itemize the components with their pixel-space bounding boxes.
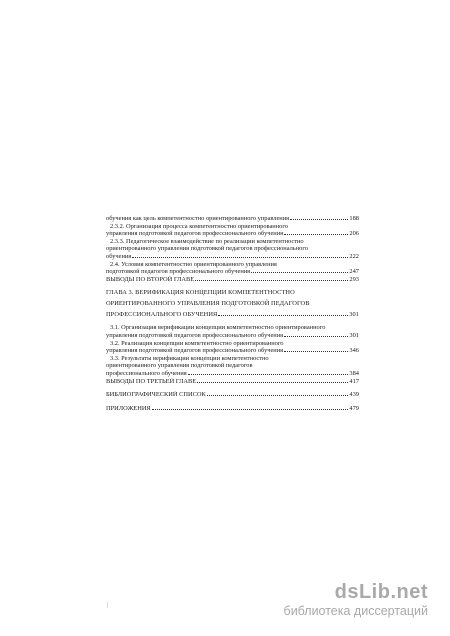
toc-line (106, 309, 359, 320)
toc-entry-title: ГЛАВА 3. ВЕРИФИКАЦИЯ КОНЦЕПЦИИ КОМПЕТЕНТНОСТНО (106, 289, 295, 297)
toc-line (106, 276, 359, 284)
dot-leader (284, 336, 348, 337)
toc-entry (106, 355, 359, 378)
toc-page-number: 417 (349, 377, 359, 385)
dot-leader (207, 395, 349, 396)
toc-entry-title: ориентированного управления подготовкой педагогов (106, 362, 253, 370)
dot-leader (195, 280, 348, 281)
toc-page-number: 206 (349, 230, 359, 238)
toc-entry-title: подготовкой педагогов профессионального обучения (106, 268, 251, 276)
toc-line (106, 253, 359, 261)
toc-entry-title: управления подготовкой педагогов профессионального обучения (106, 230, 284, 238)
toc-entry (106, 215, 359, 223)
toc-entry-title: управления подготовкой педагогов профессионального обучения (106, 331, 284, 339)
toc-line (106, 378, 359, 386)
toc-entry (106, 340, 359, 355)
toc-entry (106, 261, 359, 276)
toc-entry (106, 324, 359, 339)
toc-chapter-heading (106, 287, 359, 320)
toc-entry-title: 3.2. Реализация концепции компетентностно ориентированного (110, 339, 284, 347)
dot-leader (284, 234, 348, 235)
toc-line (106, 215, 359, 223)
toc-entry-title: профессионального обучения (106, 369, 187, 377)
toc-page-number: 247 (349, 268, 359, 276)
dot-leader (251, 272, 348, 273)
dot-leader (152, 409, 349, 410)
toc-page-number: 301 (349, 311, 359, 319)
toc-line (106, 230, 359, 238)
toc-page-number: 222 (349, 252, 359, 260)
scan-mark (107, 602, 108, 608)
toc-entry-title: ПРОФЕССИОНАЛЬНОГО ОБУЧЕНИЯ (106, 311, 218, 319)
toc-entry-title: ориентированного управления подготовкой педагогов профессионального (106, 245, 308, 253)
toc-entry-title: 2.4. Условия компетентностно ориентированного управления (110, 260, 277, 268)
toc-page-number: 384 (349, 369, 359, 377)
toc-entry-title: 2.3.2. Организация процесса компетентностно ориентированного (110, 222, 288, 230)
toc-entry (106, 405, 359, 413)
dot-leader (197, 382, 348, 383)
toc-entry-title: ПРИЛОЖЕНИЯ (106, 404, 151, 412)
watermark-logo: dsLib.net (334, 581, 428, 603)
toc-page-number: 293 (349, 275, 359, 283)
toc-line (106, 268, 359, 276)
dot-leader (218, 315, 348, 316)
toc-line (106, 332, 359, 340)
toc-line (106, 391, 359, 399)
toc-entry-title: управления подготовкой педагогов профессионального обучения (106, 347, 284, 355)
toc-line (106, 370, 359, 378)
dot-leader (132, 257, 348, 258)
toc-page-number: 479 (349, 404, 359, 412)
toc-page-number: 301 (349, 331, 359, 339)
toc-entry (106, 223, 359, 238)
toc-page-number: 346 (349, 347, 359, 355)
toc-entry-title: ВЫВОДЫ ПО ВТОРОЙ ГЛАВЕ (106, 275, 195, 283)
toc-entry-title: ОРИЕНТИРОВАННОГО УПРАВЛЕНИЯ ПОДГОТОВКОЙ ПЕДАГОГОВ (106, 300, 310, 308)
toc-entry (106, 391, 359, 399)
dot-leader (188, 374, 349, 375)
toc-page-number: 439 (349, 391, 359, 399)
dot-leader (290, 219, 348, 220)
toc-entry-title: 2.3.3. Педагогическое взаимодействие по реализации компетентностно (110, 237, 304, 245)
toc-line (106, 405, 359, 413)
toc-entry-title: 3.3. Результаты верификации концепции компетентностно (110, 354, 269, 362)
toc-entry-title: ВЫВОДЫ ПО ТРЕТЬЕЙ ГЛАВЕ (106, 377, 197, 385)
toc-entry-title: БИБЛИОГРАФИЧЕСКИЙ СПИСОК (106, 391, 206, 399)
toc-entry (106, 378, 359, 386)
toc-line (106, 347, 359, 355)
dot-leader (284, 351, 348, 352)
toc-entry-title: 3.1. Организация верификации концепции компетентностно ориентированного (110, 324, 326, 332)
table-of-contents (106, 215, 359, 412)
toc-entry-title: обучения как цель компетентностно ориентированного управления (106, 215, 290, 222)
watermark-subtitle: библиотека диссертаций (283, 604, 428, 618)
toc-entry (106, 238, 359, 261)
toc-page-number: 188 (349, 215, 359, 222)
watermark (284, 581, 428, 618)
toc-entry (106, 276, 359, 284)
toc-entry-title: обучения (106, 252, 132, 260)
